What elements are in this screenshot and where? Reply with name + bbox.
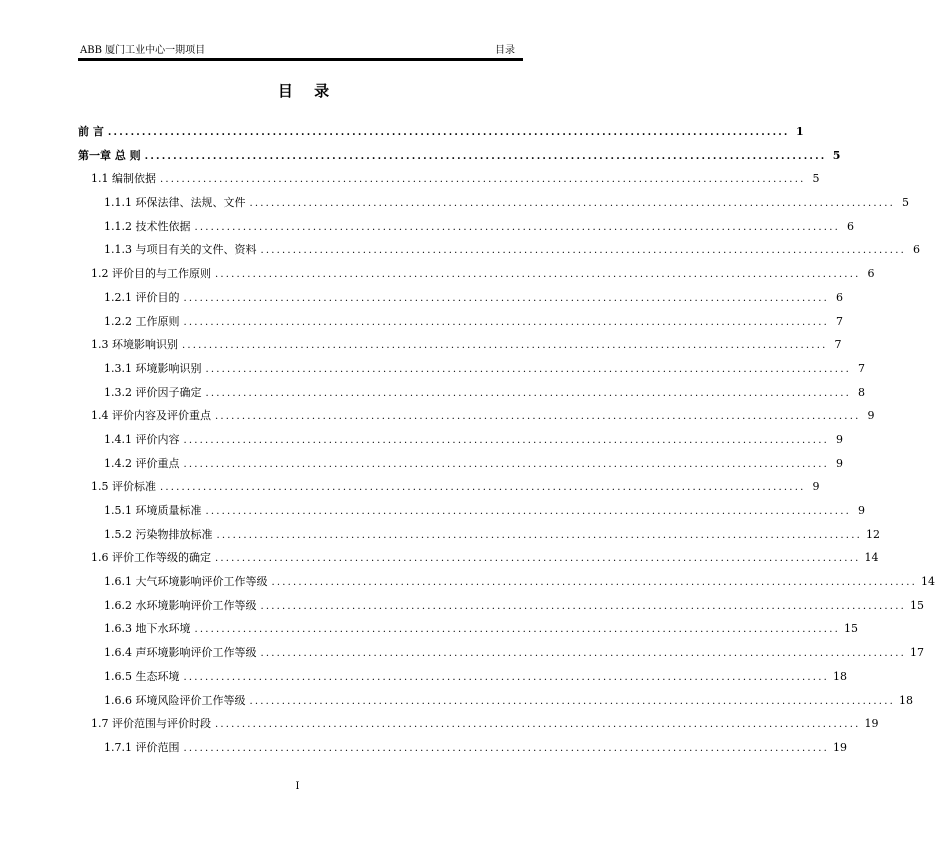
toc-entry[interactable] [78,669,847,693]
toc-entry-page: 9 [857,504,865,517]
toc-entry-label: 1.1.1 环保法律、法规、文件 [104,196,246,210]
toc-entry-page: 7 [835,314,843,328]
toc-entry[interactable] [78,503,865,527]
toc-entry[interactable] [78,645,924,669]
toc-leader-dots: ........................................................................................................................ [249,198,895,210]
toc-entry-page: 8 [857,385,865,399]
toc-leader-dots: ........................................................................................................................ [205,363,851,375]
toc-entry[interactable] [78,693,913,717]
toc-entry[interactable] [78,574,935,598]
toc-entry-page: 6 [846,219,854,233]
toc-entry-label: 1.4.2 评价重点 [104,456,180,470]
toc-entry-page: 6 [835,290,843,304]
toc-leader-dots: ........................................................................................................................ [182,340,828,352]
toc-entry[interactable] [78,195,909,219]
toc-entry[interactable] [78,432,843,456]
toc-entry-page: 17 [909,646,924,660]
toc-entry-label: 前 言 [78,125,104,138]
toc-entry-page: 6 [867,267,875,281]
toc-entry-page: 1 [795,125,804,138]
toc-leader-dots: ........................................................................................................................ [205,506,851,517]
toc-leader-dots: ........................................................................................................................ [160,482,806,494]
toc-leader-dots: ........................................................................................................................ [260,648,906,660]
toc-leader-dots: ........................................................................................................................ [183,434,829,446]
toc-entry-page: 18 [898,693,913,707]
toc-leader-dots: ........................................................................................................................ [215,411,861,423]
toc-entry-page: 19 [832,740,847,754]
toc-entry-label: 1.6.4 声环境影响评价工作等级 [104,646,257,660]
toc-entry[interactable] [78,550,879,574]
toc-leader-dots: ........................................................................................................................ [216,529,862,541]
toc-entry[interactable] [78,124,804,148]
toc-entry-label: 1.4 评价内容及评价重点 [91,409,211,423]
toc-entry-page: 5 [812,172,820,186]
toc-entry-label: 1.7.1 评价范围 [104,740,180,754]
toc-entry[interactable] [78,266,875,290]
toc-entry-page: 9 [867,409,875,423]
toc-entry-page: 15 [843,622,858,636]
toc-entry-page: 6 [912,243,920,257]
toc-entry-label: 1.5.1 环境质量标准 [104,504,202,517]
toc-entry-label: 1.2 评价目的与工作原则 [91,267,211,281]
toc-entry-label: 1.6.6 环境风险评价工作等级 [104,693,246,707]
page-header [78,41,517,57]
toc-entry-label: 1.7 评价范围与评价时段 [91,717,211,731]
toc-leader-dots: ........................................................................................................................ [107,127,790,138]
toc-entry[interactable] [78,716,879,740]
toc-entry-label: 1.1 编制依据 [91,172,156,186]
toc-entry-page: 19 [864,717,879,731]
toc-entry-label: 1.6.1 大气环境影响评价工作等级 [104,575,268,589]
toc-entry[interactable] [78,385,865,409]
toc-entry-label: 1.3 环境影响识别 [91,338,178,352]
toc-leader-dots: ........................................................................................................................ [160,174,806,186]
toc-leader-dots: ........................................................................................................................ [183,742,829,754]
header-rule [78,58,523,61]
page-title: 目 录 [277,82,338,100]
toc-entry[interactable] [78,337,842,361]
toc-entry-label: 1.5 评价标准 [91,480,156,494]
toc-entry-label: 1.6.2 水环境影响评价工作等级 [104,598,257,612]
toc-entry-page: 14 [920,575,935,589]
toc-leader-dots: ........................................................................................................................ [183,316,829,328]
toc-leader-dots: ........................................................................................................................ [144,150,827,162]
toc-entry-label: 1.5.2 污染物排放标准 [104,527,213,541]
toc-entry[interactable] [78,740,847,764]
toc-entry-page: 5 [901,196,909,210]
toc-entry-page: 9 [812,480,820,494]
toc-entry-label: 第一章 总 则 [78,148,141,162]
toc-entry-page: 9 [835,456,843,470]
toc-entry-label: 1.6 评价工作等级的确定 [91,551,211,565]
toc-leader-dots: ........................................................................................................................ [215,719,861,731]
table-of-contents [78,124,935,764]
toc-entry-page: 7 [857,361,865,375]
toc-leader-dots: ........................................................................................................................ [271,577,917,589]
toc-entry-page: 5 [832,148,841,162]
toc-entry[interactable] [78,621,858,645]
toc-leader-dots: ........................................................................................................................ [183,292,829,304]
toc-entry-page: 14 [864,551,879,565]
toc-entry-label: 1.6.5 生态环境 [104,669,180,683]
toc-entry[interactable] [78,479,820,503]
toc-entry-label: 1.2.2 工作原则 [104,314,180,328]
toc-entry[interactable] [78,361,865,385]
toc-leader-dots: ........................................................................................................................ [194,624,840,636]
toc-entry[interactable] [78,148,841,172]
toc-entry-label: 1.1.3 与项目有关的文件、资料 [104,243,257,257]
toc-entry[interactable] [78,408,875,432]
toc-leader-dots: ........................................................................................................................ [215,553,861,565]
toc-leader-dots: ........................................................................................................................ [260,600,906,612]
toc-entry-label: 1.2.1 评价目的 [104,290,180,304]
toc-leader-dots: ........................................................................................................................ [205,387,851,399]
toc-entry-label: 1.4.1 评价内容 [104,432,180,446]
toc-leader-dots: ........................................................................................................................ [194,221,840,233]
toc-entry[interactable] [78,456,843,480]
toc-entry-page: 9 [835,432,843,446]
toc-entry[interactable] [78,290,843,314]
toc-entry-page: 18 [832,669,847,683]
toc-entry[interactable] [78,314,843,338]
toc-entry[interactable] [78,171,820,195]
header-section-name: 目录 [495,45,515,56]
toc-leader-dots: ........................................................................................................................ [183,671,829,683]
toc-leader-dots: ........................................................................................................................ [249,695,895,707]
toc-entry[interactable] [78,598,924,622]
toc-entry-label: 1.6.3 地下水环境 [104,622,191,636]
toc-leader-dots: ........................................................................................................................ [183,458,829,470]
toc-entry-page: 12 [865,527,880,541]
toc-entry-page: 7 [834,338,842,352]
toc-entry[interactable] [78,527,880,551]
header-project-name: ABB 厦门工业中心一期项目 [80,45,206,56]
toc-entry-page: 15 [909,598,924,612]
page-number: I [295,781,300,792]
toc-entry[interactable] [78,242,920,266]
toc-entry-label: 1.1.2 技术性依据 [104,219,191,233]
toc-entry-label: 1.3.2 评价因子确定 [104,385,202,399]
toc-leader-dots: ........................................................................................................................ [260,245,906,257]
toc-entry[interactable] [78,219,854,243]
toc-entry-label: 1.3.1 环境影响识别 [104,361,202,375]
toc-leader-dots: ........................................................................................................................ [215,269,861,281]
